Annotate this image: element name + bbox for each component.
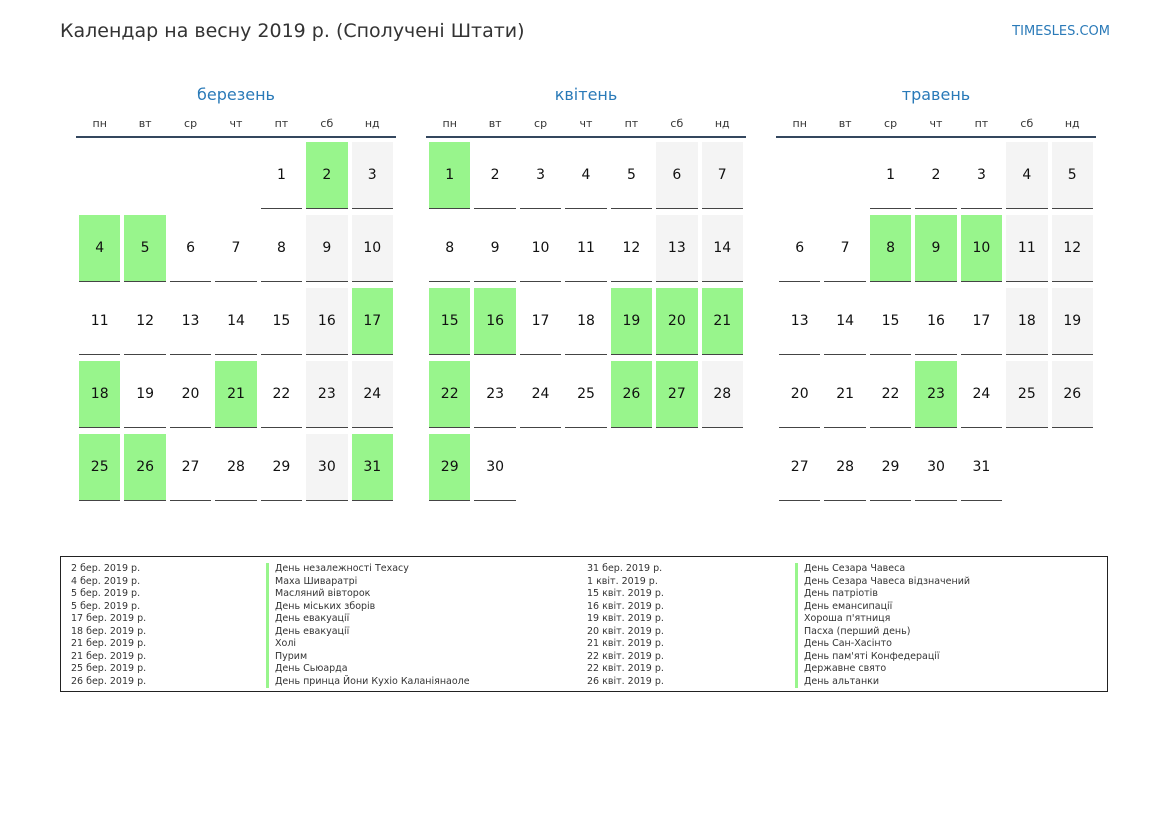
day-cell: 21 bbox=[824, 361, 865, 428]
holiday-date: 2 бер. 2019 р. bbox=[71, 563, 141, 574]
weekday-label: ср bbox=[184, 116, 198, 130]
day-cell: 9 bbox=[474, 215, 515, 282]
holiday-name: День міських зборів bbox=[266, 601, 470, 614]
week-row bbox=[77, 361, 395, 434]
legend-names-right bbox=[795, 563, 970, 688]
holiday-name: День патріотів bbox=[795, 588, 970, 601]
week-row bbox=[777, 361, 1095, 434]
weekday-label: сб bbox=[320, 116, 334, 130]
day-cell: 15 bbox=[870, 288, 911, 355]
weekday-label: ср bbox=[884, 116, 898, 130]
holiday-date: 18 бер. 2019 р. bbox=[71, 625, 147, 637]
weekday-label: пт bbox=[974, 116, 989, 130]
holiday-name: День Сан-Хасінто bbox=[795, 638, 970, 651]
day-cell: 4 bbox=[1006, 142, 1047, 209]
day-cell: 5 bbox=[611, 142, 652, 209]
empty-cell bbox=[656, 434, 697, 501]
holiday-date: 31 бер. 2019 р. bbox=[587, 563, 663, 574]
holiday-day-cell: 15 bbox=[429, 288, 470, 355]
day-cell: 9 bbox=[306, 215, 347, 282]
weekday-label: сб bbox=[1020, 116, 1034, 130]
day-cell: 29 bbox=[870, 434, 911, 501]
holiday-day-cell: 22 bbox=[429, 361, 470, 428]
day-cell: 13 bbox=[656, 215, 697, 282]
empty-cell bbox=[170, 142, 211, 209]
day-cell: 30 bbox=[474, 434, 515, 501]
week-row bbox=[77, 215, 395, 288]
holiday-day-cell: 2 bbox=[306, 142, 347, 209]
day-cell: 8 bbox=[261, 215, 302, 282]
weekday-label: чт bbox=[929, 116, 943, 130]
holiday-day-cell: 26 bbox=[124, 434, 165, 501]
weekday-label: вт bbox=[138, 116, 152, 130]
day-cell: 14 bbox=[824, 288, 865, 355]
weekday-header bbox=[426, 110, 746, 138]
holiday-date: 17 бер. 2019 р. bbox=[71, 613, 147, 624]
holiday-name: День незалежності Техасу bbox=[266, 563, 470, 576]
holiday-day-cell: 29 bbox=[429, 434, 470, 501]
holiday-name: День Сезара Чавеса відзначений bbox=[795, 576, 970, 589]
holiday-date: 5 бер. 2019 р. bbox=[71, 600, 141, 612]
day-cell: 7 bbox=[215, 215, 256, 282]
day-cell: 4 bbox=[565, 142, 606, 209]
weekday-label: нд bbox=[364, 116, 380, 130]
weekday-label: нд bbox=[1064, 116, 1080, 130]
day-cell: 19 bbox=[1052, 288, 1093, 355]
day-cell: 31 bbox=[961, 434, 1002, 501]
holiday-name: Пасха (перший день) bbox=[795, 626, 970, 639]
holiday-date: 25 бер. 2019 р. bbox=[71, 663, 147, 674]
holiday-day-cell: 21 bbox=[702, 288, 743, 355]
week-row bbox=[427, 288, 745, 361]
holiday-date: 26 бер. 2019 р. bbox=[71, 675, 147, 687]
day-cell: 10 bbox=[520, 215, 561, 282]
day-cell: 17 bbox=[961, 288, 1002, 355]
holiday-name: Пурим bbox=[266, 651, 470, 664]
holiday-name: Хороша п'ятниця bbox=[795, 613, 970, 626]
holiday-name: День емансипації bbox=[795, 601, 970, 614]
holiday-date: 15 квіт. 2019 р. bbox=[587, 588, 664, 599]
week-row bbox=[77, 142, 395, 215]
holiday-day-cell: 27 bbox=[656, 361, 697, 428]
weekday-label: ср bbox=[534, 116, 548, 130]
day-cell: 1 bbox=[261, 142, 302, 209]
weekday-header bbox=[76, 110, 396, 138]
day-cell: 28 bbox=[824, 434, 865, 501]
holiday-name: День евакуації bbox=[266, 613, 470, 626]
holiday-day-cell: 8 bbox=[870, 215, 911, 282]
holiday-day-cell: 31 bbox=[352, 434, 393, 501]
month-name: березень bbox=[197, 85, 275, 104]
holiday-date: 5 бер. 2019 р. bbox=[71, 588, 141, 599]
day-cell: 11 bbox=[1006, 215, 1047, 282]
holiday-date: 26 квіт. 2019 р. bbox=[587, 675, 664, 687]
week-row bbox=[777, 434, 1095, 507]
day-cell: 3 bbox=[352, 142, 393, 209]
day-cell: 13 bbox=[170, 288, 211, 355]
holiday-day-cell: 18 bbox=[79, 361, 120, 428]
holiday-date: 16 квіт. 2019 р. bbox=[587, 600, 664, 612]
weekday-label: чт bbox=[579, 116, 593, 130]
weekday-header bbox=[776, 110, 1096, 138]
day-cell: 12 bbox=[611, 215, 652, 282]
holiday-name: День пам'яті Конфедерації bbox=[795, 651, 970, 664]
day-cell: 18 bbox=[1006, 288, 1047, 355]
holiday-date: 21 квіт. 2019 р. bbox=[587, 638, 664, 649]
month-block bbox=[77, 80, 395, 507]
empty-cell bbox=[779, 142, 820, 209]
day-cell: 25 bbox=[565, 361, 606, 428]
day-cell: 18 bbox=[565, 288, 606, 355]
holiday-date: 19 квіт. 2019 р. bbox=[587, 613, 664, 624]
day-cell: 19 bbox=[124, 361, 165, 428]
day-cell: 27 bbox=[779, 434, 820, 501]
day-cell: 29 bbox=[261, 434, 302, 501]
week-row bbox=[777, 288, 1095, 361]
weekday-label: чт bbox=[229, 116, 243, 130]
week-row bbox=[777, 215, 1095, 288]
week-row bbox=[777, 142, 1095, 215]
day-cell: 24 bbox=[352, 361, 393, 428]
holiday-day-cell: 26 bbox=[611, 361, 652, 428]
holiday-date: 22 квіт. 2019 р. bbox=[587, 650, 664, 662]
empty-cell bbox=[824, 142, 865, 209]
week-row bbox=[77, 434, 395, 507]
week-row bbox=[427, 142, 745, 215]
empty-cell bbox=[565, 434, 606, 501]
day-cell: 22 bbox=[870, 361, 911, 428]
day-cell: 24 bbox=[520, 361, 561, 428]
day-cell: 12 bbox=[1052, 215, 1093, 282]
empty-cell bbox=[702, 434, 743, 501]
day-cell: 23 bbox=[306, 361, 347, 428]
empty-cell bbox=[611, 434, 652, 501]
holiday-date: 1 квіт. 2019 р. bbox=[587, 575, 658, 587]
holiday-name: Масляний вівторок bbox=[266, 588, 470, 601]
month-name: травень bbox=[901, 85, 971, 104]
day-cell: 2 bbox=[915, 142, 956, 209]
holiday-name: Маха Шиваратрі bbox=[266, 576, 470, 589]
holiday-day-cell: 16 bbox=[474, 288, 515, 355]
day-cell: 30 bbox=[306, 434, 347, 501]
weekday-label: вт bbox=[488, 116, 502, 130]
day-cell: 30 bbox=[915, 434, 956, 501]
holiday-name: День евакуації bbox=[266, 626, 470, 639]
day-cell: 11 bbox=[79, 288, 120, 355]
holiday-name: День Сезара Чавеса bbox=[795, 563, 970, 576]
day-cell: 16 bbox=[306, 288, 347, 355]
holiday-day-cell: 5 bbox=[124, 215, 165, 282]
weekday-label: нд bbox=[714, 116, 730, 130]
holiday-date: 4 бер. 2019 р. bbox=[71, 575, 141, 587]
day-cell: 6 bbox=[170, 215, 211, 282]
day-cell: 6 bbox=[779, 215, 820, 282]
empty-cell bbox=[520, 434, 561, 501]
month-name: квітень bbox=[554, 85, 618, 104]
day-cell: 10 bbox=[352, 215, 393, 282]
holiday-name: День альтанки bbox=[795, 676, 970, 689]
week-row bbox=[427, 215, 745, 288]
day-cell: 15 bbox=[261, 288, 302, 355]
day-cell: 3 bbox=[961, 142, 1002, 209]
day-cell: 26 bbox=[1052, 361, 1093, 428]
day-cell: 14 bbox=[215, 288, 256, 355]
holiday-name: День принца Йони Кухіо Каланіянаоле bbox=[266, 676, 470, 689]
day-cell: 13 bbox=[779, 288, 820, 355]
holiday-date: 20 квіт. 2019 р. bbox=[587, 625, 664, 637]
day-cell: 20 bbox=[779, 361, 820, 428]
holiday-date: 21 бер. 2019 р. bbox=[71, 638, 147, 649]
day-cell: 28 bbox=[702, 361, 743, 428]
day-cell: 27 bbox=[170, 434, 211, 501]
site-link[interactable]: TIMESLES.COM bbox=[1012, 24, 1110, 39]
day-cell: 6 bbox=[656, 142, 697, 209]
month-block bbox=[777, 80, 1095, 507]
week-row bbox=[427, 434, 745, 507]
day-cell: 16 bbox=[915, 288, 956, 355]
holiday-day-cell: 20 bbox=[656, 288, 697, 355]
legend-dates-right bbox=[587, 563, 664, 688]
day-cell: 7 bbox=[824, 215, 865, 282]
weekday-label: вт bbox=[838, 116, 852, 130]
empty-cell bbox=[215, 142, 256, 209]
day-cell: 22 bbox=[261, 361, 302, 428]
day-cell: 20 bbox=[170, 361, 211, 428]
empty-cell bbox=[124, 142, 165, 209]
weekday-label: пн bbox=[792, 116, 807, 130]
holiday-name: Державне свято bbox=[795, 663, 970, 676]
holiday-day-cell: 23 bbox=[915, 361, 956, 428]
day-cell: 24 bbox=[961, 361, 1002, 428]
holiday-day-cell: 21 bbox=[215, 361, 256, 428]
holiday-day-cell: 19 bbox=[611, 288, 652, 355]
day-cell: 2 bbox=[474, 142, 515, 209]
holiday-day-cell: 4 bbox=[79, 215, 120, 282]
holiday-name: День Сьюарда bbox=[266, 663, 470, 676]
legend-dates-left bbox=[71, 563, 146, 688]
week-row bbox=[77, 288, 395, 361]
holiday-day-cell: 9 bbox=[915, 215, 956, 282]
weekday-label: пт bbox=[274, 116, 289, 130]
day-cell: 1 bbox=[870, 142, 911, 209]
empty-cell bbox=[1006, 434, 1047, 501]
day-cell: 28 bbox=[215, 434, 256, 501]
holiday-day-cell: 25 bbox=[79, 434, 120, 501]
day-cell: 14 bbox=[702, 215, 743, 282]
day-cell: 3 bbox=[520, 142, 561, 209]
weekday-label: сб bbox=[670, 116, 684, 130]
weekday-label: пт bbox=[624, 116, 639, 130]
day-cell: 12 bbox=[124, 288, 165, 355]
day-cell: 7 bbox=[702, 142, 743, 209]
holiday-day-cell: 10 bbox=[961, 215, 1002, 282]
week-row bbox=[427, 361, 745, 434]
holiday-date: 21 бер. 2019 р. bbox=[71, 650, 147, 662]
month-block bbox=[427, 80, 745, 507]
weekday-label: пн bbox=[442, 116, 457, 130]
legend-names-left bbox=[266, 563, 470, 688]
holiday-date: 22 квіт. 2019 р. bbox=[587, 663, 664, 674]
day-cell: 5 bbox=[1052, 142, 1093, 209]
holiday-day-cell: 1 bbox=[429, 142, 470, 209]
day-cell: 11 bbox=[565, 215, 606, 282]
holiday-name: Холі bbox=[266, 638, 470, 651]
empty-cell bbox=[79, 142, 120, 209]
day-cell: 17 bbox=[520, 288, 561, 355]
day-cell: 8 bbox=[429, 215, 470, 282]
day-cell: 23 bbox=[474, 361, 515, 428]
page-title: Календар на весну 2019 р. (Сполучені Штати) bbox=[60, 20, 525, 42]
holiday-day-cell: 17 bbox=[352, 288, 393, 355]
holiday-legend bbox=[60, 556, 1108, 692]
weekday-label: пн bbox=[92, 116, 107, 130]
day-cell: 25 bbox=[1006, 361, 1047, 428]
empty-cell bbox=[1052, 434, 1093, 501]
